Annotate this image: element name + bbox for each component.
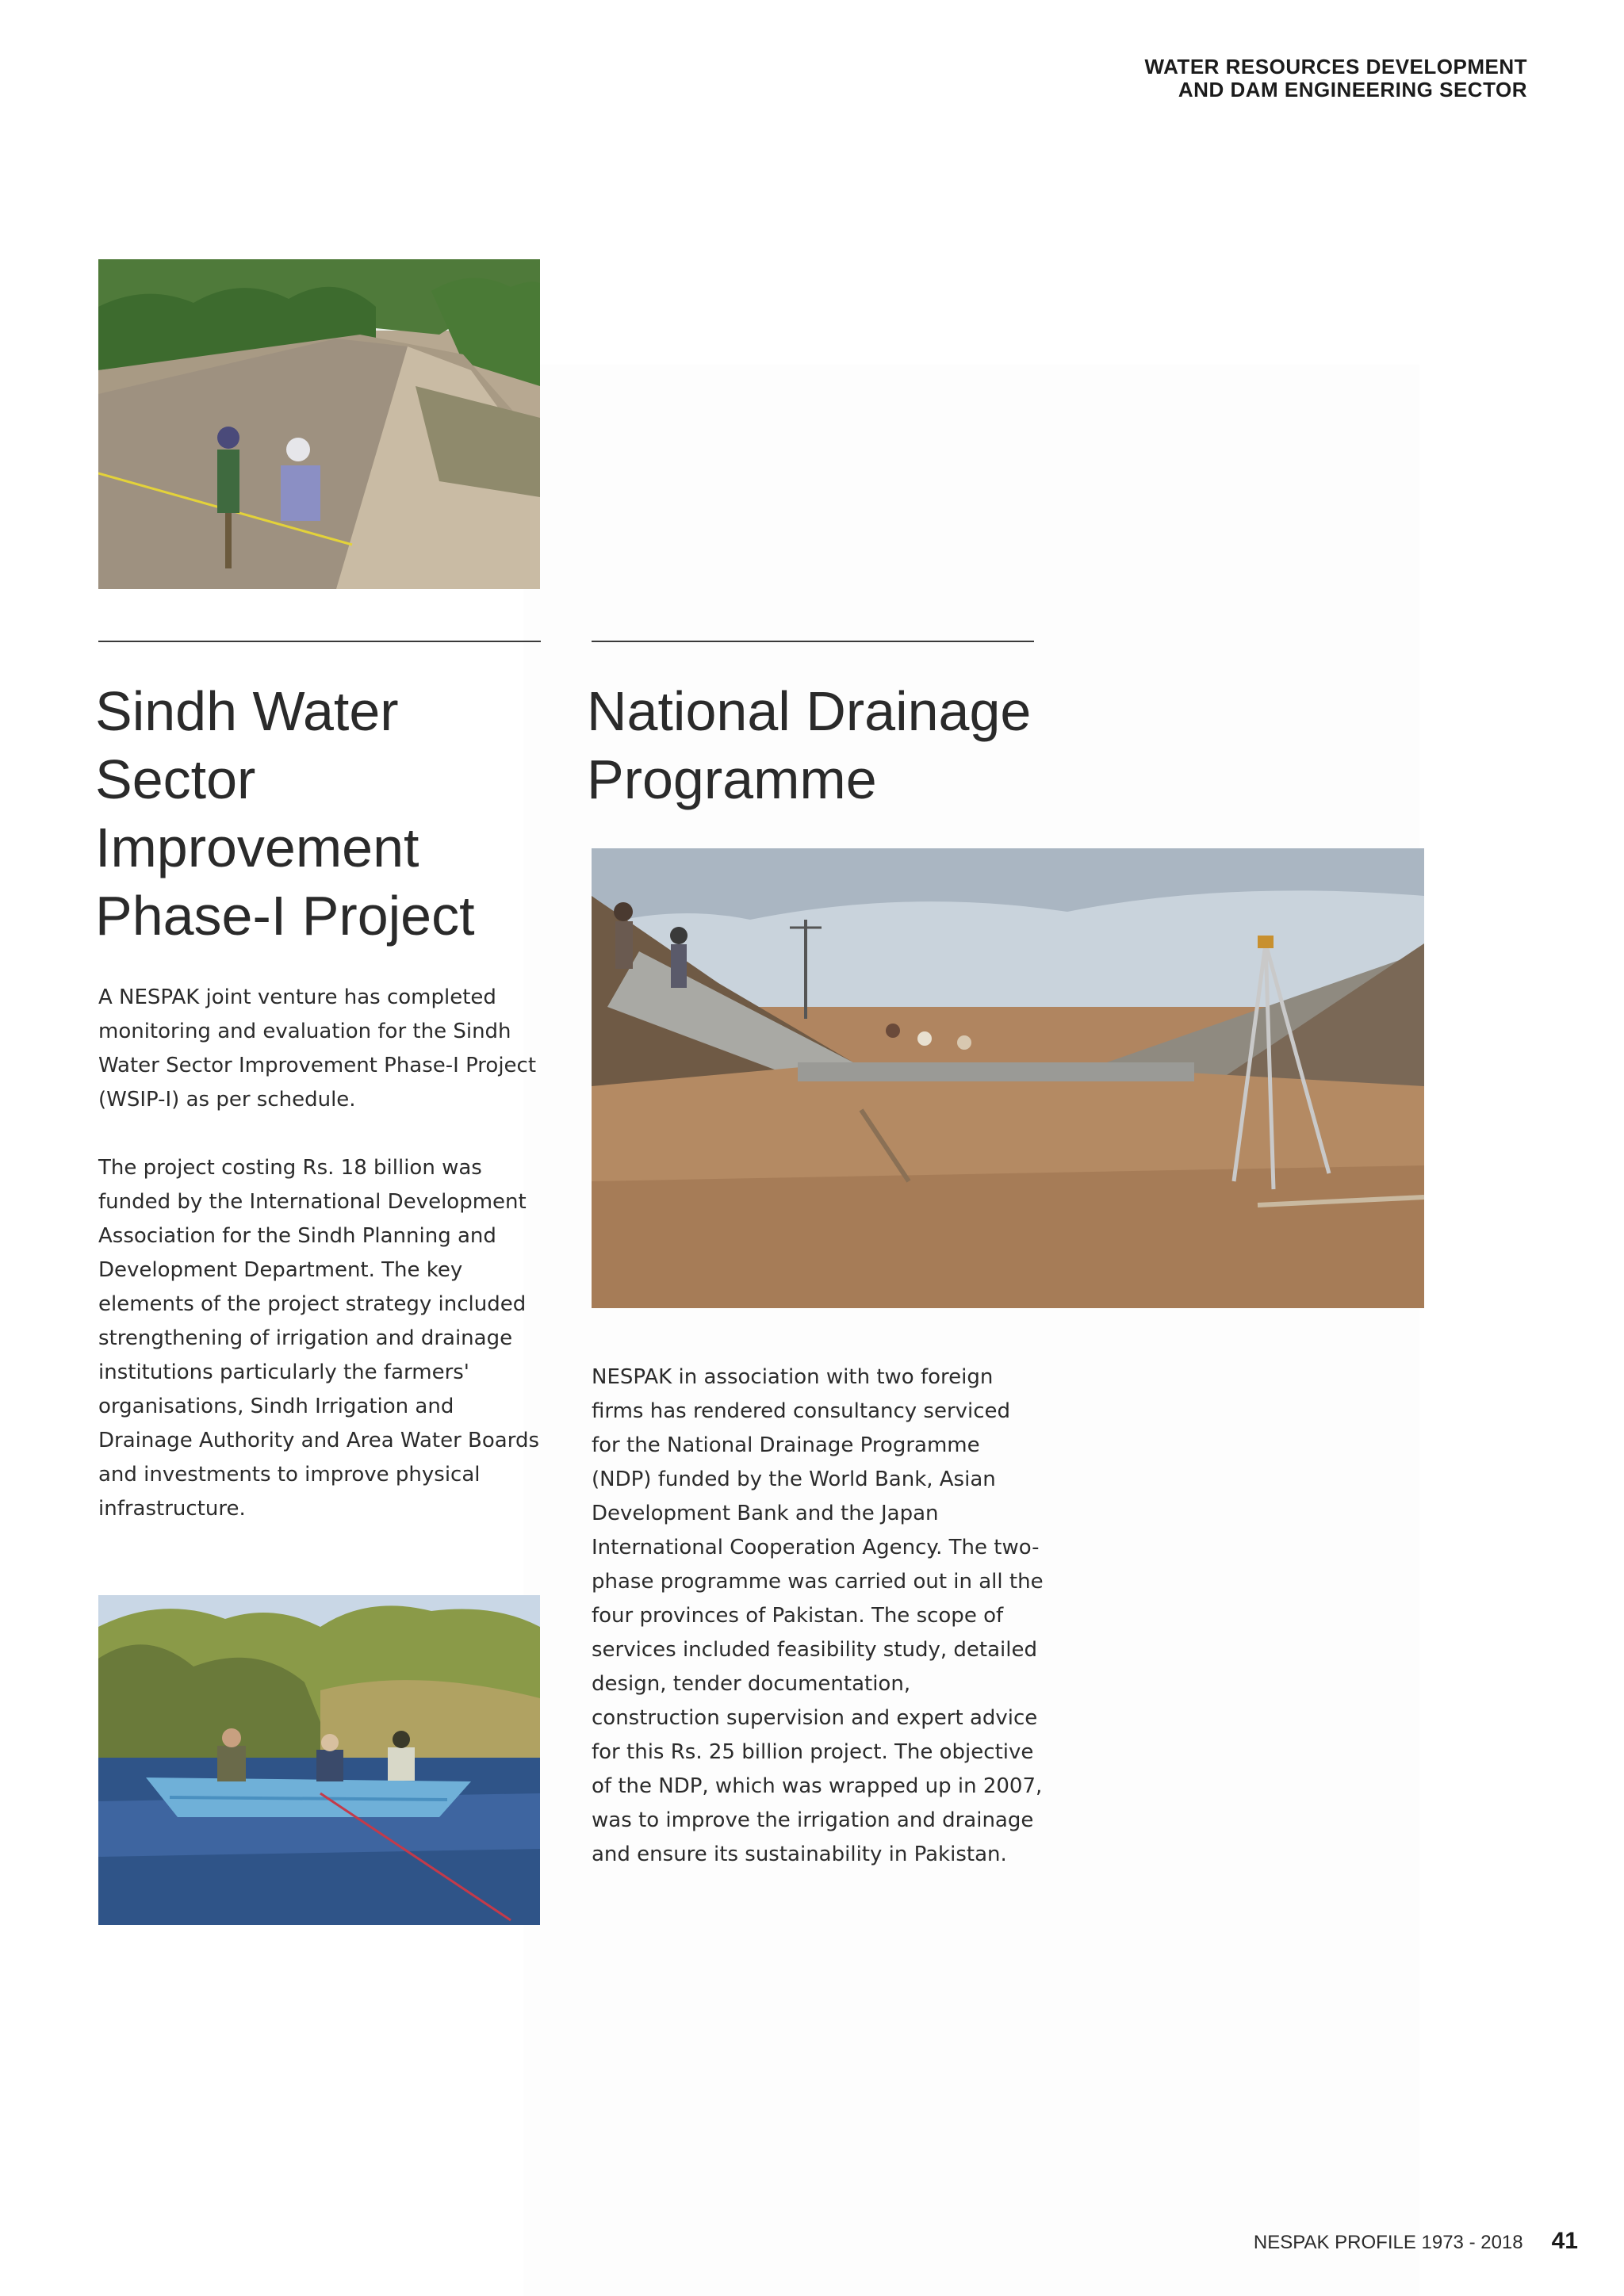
sindh-title-line-2: Sector bbox=[95, 748, 256, 810]
sector-header-line-1: WATER RESOURCES DEVELOPMENT bbox=[1144, 55, 1527, 78]
page-footer bbox=[1254, 2228, 1578, 2255]
right-section-divider bbox=[592, 641, 1034, 642]
page-background-band bbox=[523, 365, 1419, 2296]
sindh-paragraph-2: The project costing Rs. 18 billion was funded by the International Development Association for the Sindh Planning and Development Department. The key elements of the project strategy included strengthening of irrigation and drainage institutions particularly the farmers' organisations, Sindh Irrigation and Drainage Authority and Area Water Boards and investments to improve physical infrastructure. bbox=[98, 1156, 540, 1521]
photo-canal-survey bbox=[98, 259, 540, 589]
sector-header-line-2: AND DAM ENGINEERING SECTOR bbox=[1178, 78, 1527, 101]
sindh-project-body bbox=[98, 981, 542, 1526]
photo-drainage-construction bbox=[592, 848, 1424, 1308]
ndp-title-line-1: National Drainage bbox=[587, 680, 1032, 742]
ndp-paragraph: NESPAK in association with two foreign firms has rendered consultancy serviced for the National Drainage Programme (NDP) funded by the World Bank, Asian Development Bank and the Japan International Cooperation Agency. The two-phase programme was carried out in all the four provinces of Pakistan. The scope of services included feasibility study, detailed design, tender documentation, construction supervision and expert advice for this Rs. 25 billion project. The objective of the NDP, which was wrapped up in 2007, was to improve the irrigation and drainage and ensure its sustainability in Pakistan. bbox=[592, 1365, 1044, 1866]
ndp-title bbox=[587, 677, 1078, 813]
sindh-title-line-1: Sindh Water bbox=[95, 680, 399, 742]
sindh-project-title bbox=[95, 677, 539, 950]
photo-boat-survey bbox=[98, 1595, 540, 1925]
sindh-title-line-3: Improvement bbox=[95, 817, 419, 878]
left-section-divider bbox=[98, 641, 541, 642]
ndp-body bbox=[592, 1360, 1044, 1872]
sector-header bbox=[1144, 55, 1527, 101]
sindh-title-line-4: Phase-I Project bbox=[95, 885, 475, 947]
page-number: 41 bbox=[1551, 2228, 1578, 2254]
footer-label: NESPAK PROFILE 1973 - 2018 bbox=[1253, 2232, 1523, 2253]
sindh-paragraph-1: A NESPAK joint venture has completed monitoring and evaluation for the Sindh Water Sector Improvement Phase-I Project (WSIP-I) as per schedule. bbox=[98, 985, 537, 1112]
ndp-title-line-2: Programme bbox=[587, 748, 877, 810]
